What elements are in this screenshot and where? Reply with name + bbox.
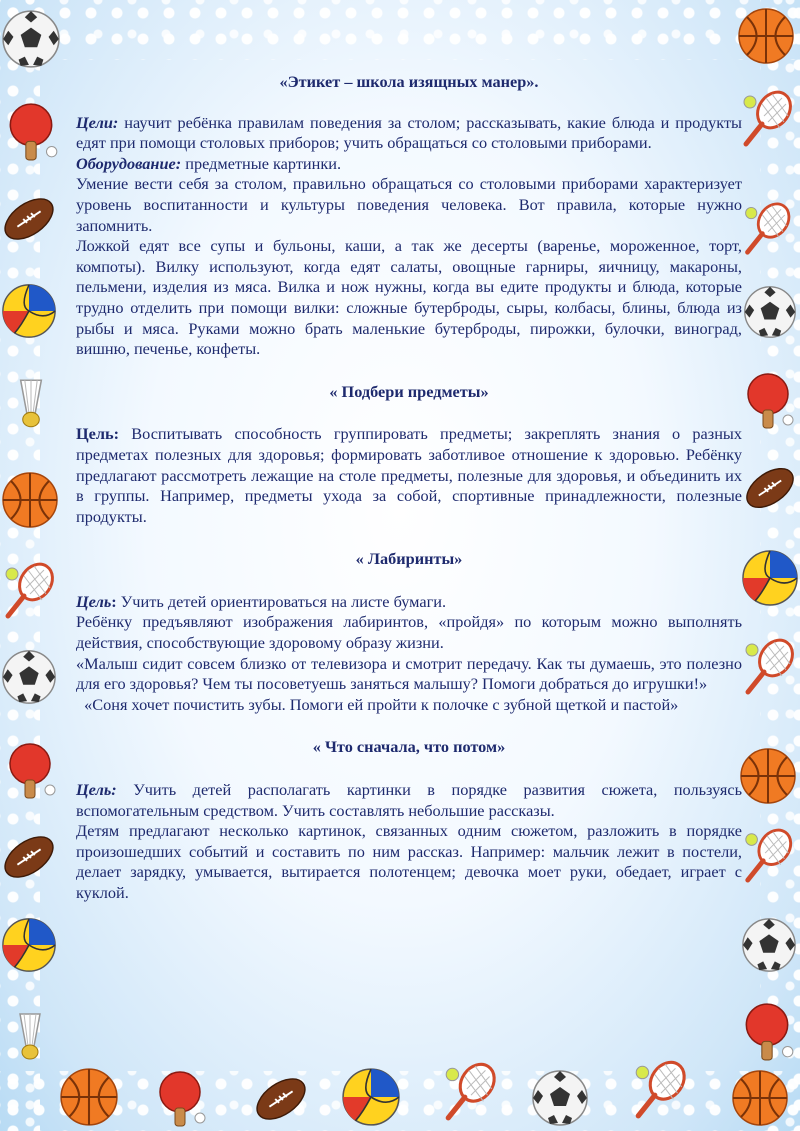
tennis-racket-icon: [738, 88, 798, 148]
goal-text: Учить детей ориентироваться на листе бумаги.: [116, 591, 447, 611]
section-title: « Лабиринты»: [355, 549, 463, 569]
document-body: [76, 72, 742, 904]
ping-pong-paddle-icon: [736, 1000, 798, 1062]
equipment-paragraph: [76, 154, 742, 175]
goal-text: Учить детей располагать картинки в порядке развития сюжета, пользуясь вспомогательным средством. Учить составлять небольшие рассказы.: [76, 780, 742, 820]
basketball-icon: [0, 470, 60, 530]
ping-pong-paddle-icon: [738, 370, 798, 430]
goal-paragraph: [76, 780, 742, 821]
basketball-icon: [730, 1068, 790, 1128]
goal-label: Цели:: [76, 112, 119, 132]
body-paragraph: «Соня хочет почистить зубы. Помоги ей пройти к полочке с зубной щеткой и пастой»: [76, 694, 679, 714]
equipment-label: Оборудование:: [76, 153, 182, 173]
badminton-shuttlecock-icon: [0, 372, 62, 434]
tennis-racket-icon: [740, 826, 798, 884]
body-paragraph: Ребёнку предъявляют изображения лабиринтов, «пройдя» по которым можно выполнять действия, способствующие здоровому образу жизни.: [76, 612, 742, 653]
goal-text: Воспитывать способность группировать предметы; закреплять знания о разных предметах полезных для здоровья; формировать заботливое отношение к здоровью. Ребёнку предлагают рассмотреть лежащие на столе предметы, полезные для здоровья, и объединить их в группы. Например, предметы ухода за собой, спортивные принадлежности, полезные продукты.: [76, 424, 742, 526]
goal-label: Цель: [76, 591, 112, 611]
ping-pong-paddle-icon: [150, 1068, 210, 1128]
tennis-racket-icon: [0, 560, 60, 620]
section-title: « Что сначала, что потом»: [312, 737, 506, 757]
tennis-racket-icon: [740, 200, 796, 256]
equipment-text: предметные картинки.: [181, 153, 342, 173]
volleyball-icon: [0, 916, 58, 974]
goal-colon: :: [111, 591, 117, 611]
badminton-shuttlecock-icon: [0, 1006, 60, 1066]
volleyball-icon: [740, 548, 800, 608]
basketball-icon: [736, 6, 796, 66]
section-title: « Подбери предметы»: [329, 381, 489, 401]
rugby-ball-icon: [0, 190, 58, 248]
volleyball-icon: [0, 282, 58, 340]
goal-paragraph: [76, 113, 742, 154]
goal-label: Цель:: [76, 424, 120, 444]
tennis-racket-icon: [440, 1060, 502, 1122]
body-paragraph: Умение вести себя за столом, правильно обращаться со столовыми приборами характеризует уровень воспитанности и культуры поведения человека. Вот правила, которые нужно запомнить.: [76, 174, 742, 235]
rugby-ball-icon: [0, 828, 58, 886]
tennis-racket-icon: [630, 1058, 692, 1120]
volleyball-icon: [340, 1066, 402, 1128]
basketball-icon: [738, 746, 798, 806]
body-paragraph: «Малыш сидит совсем близко от телевизора и смотрит передачу. Как ты думаешь, это полезно для его здоровья? Чем ты посоветуешь заняться малышу? Помоги добраться до игрушки!»: [76, 653, 742, 694]
basketball-icon: [58, 1066, 120, 1128]
ping-pong-paddle-icon: [0, 100, 62, 162]
tennis-racket-icon: [740, 636, 800, 696]
rugby-ball-icon: [742, 460, 798, 516]
rugby-ball-icon: [252, 1070, 310, 1128]
soccer-ball-icon: [530, 1068, 590, 1128]
soccer-ball-icon: [742, 284, 798, 340]
soccer-ball-icon: [0, 648, 58, 706]
body-paragraph: Детям предлагают несколько картинок, связанных одним сюжетом, разложить в порядке произошедших событий и составить по ним рассказ. Например: мальчик лежит в постели, делает зарядку, умывается, вытирается полотенцем; девочка моет руки, обедает, играет с куклой.: [76, 821, 742, 902]
goal-text: научит ребёнка правилам поведения за столом; рассказывать, какие блюда и продукты едят при помощи столовых приборов; учить обращаться со столовыми приборами.: [76, 112, 742, 153]
goal-paragraph: [76, 592, 742, 613]
section-title: «Этикет – школа изящных манер».: [279, 72, 539, 91]
goal-paragraph: [76, 424, 742, 527]
goal-label: Цель:: [76, 780, 117, 800]
soccer-ball-icon: [740, 916, 798, 974]
ping-pong-paddle-icon: [0, 740, 60, 800]
body-paragraph: Ложкой едят все супы и бульоны, каши, а так же десерты (варенье, мороженное, торт, компоты). Вилку используют, когда едят салаты, овощные гарниры, яичницу, макароны, пельмени, изделия из мяса. Вилка и нож нужны, когда вы едите продукты и блюда, которые трудно отделить при помощи вилки: сложные бутерброды, сыры, колбасы, блины, блюда из рыбы и мяса. Руками можно брать маленькие бутерброды, пирожки, булочки, виноград, вишню, печенье, конфеты.: [76, 236, 742, 359]
soccer-ball-icon: [0, 8, 62, 70]
